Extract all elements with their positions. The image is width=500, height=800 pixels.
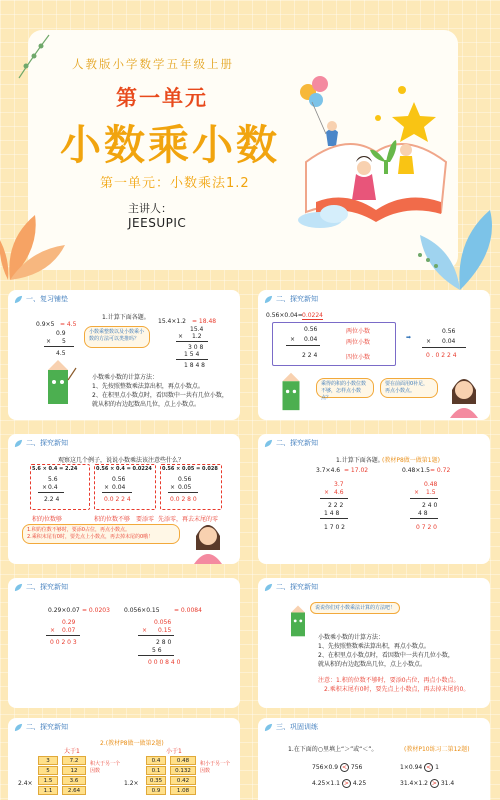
speech-bubble: 说说你们对小数乘法计算的方法吧！ — [310, 602, 400, 614]
section-title: 巩固训练 — [290, 723, 318, 731]
example-3: 0.56 × 0.05 = 0.028 — [162, 466, 218, 472]
speech-bubble: 要在前面用0补足，再点小数点。 — [380, 378, 438, 398]
textbook-ref: (教材P8做一做第1题) — [382, 457, 440, 464]
slide-header — [258, 578, 318, 596]
times-sign: × — [426, 338, 432, 345]
teacher-avatar — [444, 370, 484, 418]
table-cell: 0.35 — [146, 776, 166, 785]
operand: 0.04 — [442, 338, 456, 345]
compare-circle[interactable]: > — [343, 780, 349, 787]
column-1 — [38, 756, 58, 796]
expr-1: 3.7×4.6 — [316, 467, 341, 474]
column-3 — [146, 756, 166, 796]
compare-circle[interactable]: < — [426, 764, 432, 771]
mark-note: 积小于另一个因数 — [200, 761, 231, 774]
slide-explore-1 — [258, 290, 490, 420]
times-sign: × — [46, 338, 52, 345]
question: 观察这几个例子，说说小数乘法该注意些什么？ — [58, 457, 185, 464]
example-2: 0.56 × 0.4 = 0.0224 — [96, 466, 152, 472]
note-1: 1.积的位数不够时，要添0占位，再点小数点。 — [336, 677, 460, 684]
rule-1: 1、先按照整数乘法算出积，再点小数点。 — [318, 643, 430, 650]
leaf-icon — [264, 723, 273, 732]
slide-explore-2 — [8, 434, 240, 564]
operand: 0.56 — [112, 476, 126, 483]
operand: 0.56 — [304, 326, 318, 333]
operand: 0.4 — [48, 484, 58, 491]
operand: 0.15 — [158, 627, 172, 634]
result: 0 0 0 8 4 0 — [148, 659, 181, 666]
answer-1: = 0.0203 — [82, 607, 110, 614]
author-name: JEESUPIC — [128, 216, 187, 230]
slide-header — [8, 290, 68, 308]
table-cell: 0.4 — [146, 756, 166, 765]
label-note: 要添零 — [136, 516, 155, 523]
section-number: 二、 — [276, 439, 290, 447]
leaf-icon — [14, 583, 23, 592]
times-sign: × — [170, 484, 176, 491]
table-cell: 0.9 — [146, 786, 166, 795]
table-cell: 0.48 — [170, 756, 196, 765]
leaf-decoration-right — [400, 200, 500, 290]
note-label: 注意： — [318, 677, 337, 684]
operand: 0.07 — [62, 627, 76, 634]
slide-header — [8, 434, 68, 452]
table-cell: 1.5 — [38, 776, 58, 785]
table-cell: 0.42 — [170, 776, 196, 785]
rule-2: 2、在积里点小数点时，看因数中一共有几位小数， — [318, 652, 454, 659]
table-cell: 12 — [62, 766, 86, 775]
compare-item-4: 31.4×1.2 > 31.4 — [400, 780, 455, 787]
decimal-tag: 四位小数 — [346, 354, 371, 361]
note-2: 2.乘积末尾有0时，要先点上小数点，再去掉末尾的0。 — [324, 686, 470, 693]
pencil-mascot-icon — [38, 360, 78, 410]
table-cell: 1.08 — [170, 786, 196, 795]
answer-1: = 17.02 — [344, 467, 369, 474]
example-1: 5.6 × 0.4 = 2.24 — [32, 466, 78, 472]
leaf-icon — [264, 295, 273, 304]
factor-2: 1.2× — [124, 780, 139, 787]
operand: 4.6 — [334, 489, 344, 496]
result: 1 8 4 8 — [184, 362, 205, 369]
partial: 4 8 — [418, 510, 428, 517]
result: 0 7 2 0 — [416, 524, 437, 531]
leaf-icon — [264, 583, 273, 592]
leaf-decoration-left — [0, 205, 70, 280]
slide-review — [8, 290, 240, 420]
factor-1: 2.4× — [18, 780, 33, 787]
slide-explore-4 — [8, 578, 240, 708]
leaf-icon — [14, 723, 23, 732]
partial: 2 2 2 — [328, 502, 344, 509]
answer-1: = 4.5 — [60, 321, 77, 328]
section-number: 一、 — [26, 295, 40, 303]
operand: 0.05 — [178, 484, 192, 491]
pencil-mascot-icon — [274, 372, 308, 416]
times-sign: × — [290, 336, 296, 343]
label-note: 先添零，再去末尾的零 — [158, 516, 219, 523]
section-title: 探究新知 — [40, 723, 68, 731]
expr-1: 0.29×0.07 — [48, 607, 80, 614]
leaf-icon — [264, 439, 273, 448]
lecturer-label: 主讲人： — [128, 202, 172, 215]
operand: 5 — [62, 338, 66, 345]
publisher-text: 人教版小学数学五年级上册 — [72, 57, 234, 71]
arrow-icon: ➡ — [406, 334, 412, 341]
question: 1.在下面的○里填上“＞”或“＜”。 — [288, 746, 378, 753]
slide-header — [258, 290, 318, 308]
result: 0.0 2 8 0 — [170, 496, 197, 503]
times-sign: × — [50, 627, 56, 634]
greater-label: 大于1 — [64, 748, 80, 755]
slide-header — [8, 718, 68, 736]
times-sign: × — [178, 333, 184, 340]
section-title: 探究新知 — [290, 583, 318, 591]
result: 2 2 4 — [302, 352, 318, 359]
operand: 0.56 — [442, 328, 456, 335]
slide-header — [258, 434, 318, 452]
subtitle: 第一单元：小数乘法1.2 — [100, 176, 250, 191]
rule-3: 就从积的右边起数出几位，点上小数点。 — [318, 661, 427, 668]
rule-2: 2、在积里点小数点时，看因数中一共有几位小数， — [92, 392, 228, 399]
times-sign: × — [324, 489, 330, 496]
textbook-ref: 2.(教材P8做一做第2题) — [100, 740, 164, 747]
table-cell: 2.64 — [62, 786, 86, 795]
section-number: 二、 — [26, 723, 40, 731]
answer-2: = 0.72 — [430, 467, 451, 474]
compare-item-3: 4.25×1.1 > 4.25 — [312, 780, 367, 787]
slide-explore-6 — [8, 718, 240, 800]
slide-header — [258, 718, 318, 736]
note-box — [22, 524, 180, 544]
section-number: 二、 — [26, 439, 40, 447]
result: 4.5 — [56, 350, 66, 357]
operand: 0.48 — [424, 481, 438, 488]
partial: 1 5 4 — [184, 351, 200, 358]
table-cell: 0.1 — [146, 766, 166, 775]
slide-header — [8, 578, 68, 596]
table-cell: 5 — [38, 766, 58, 775]
result: 2.2 4 — [44, 496, 60, 503]
result: 0.0 2 2 4 — [104, 496, 131, 503]
note-1: 1.积的位数不够时，要添0占位，再点小数点。 — [27, 527, 130, 533]
section-title: 探究新知 — [290, 439, 318, 447]
operand: 15.4 — [190, 326, 204, 333]
operand: 0.056 — [154, 619, 172, 626]
speech-bubble: 乘得的积的小数位数不够，怎样点小数点？ — [316, 378, 374, 398]
column-2 — [62, 756, 86, 796]
note-2: 2.乘积末尾有0时，要先点上小数点，再去掉末尾的0哦！ — [27, 534, 154, 540]
table-cell: 3.6 — [62, 776, 86, 785]
label-note: 积的位数够 — [32, 516, 63, 523]
task-text: 1.计算下面各题。 — [102, 314, 150, 321]
mark-note: 积大于另一个因数 — [90, 761, 121, 774]
expr-2: 15.4×1.2 — [158, 318, 186, 325]
operand: 0.29 — [62, 619, 76, 626]
section-number: 三、 — [276, 723, 290, 731]
result: 0 . 0 2 2 4 — [426, 352, 457, 359]
decimal-tag: 两位小数 — [346, 328, 371, 335]
operand: 0.9 — [56, 330, 66, 337]
rules-title: 小数乘小数的计算方法： — [318, 634, 385, 641]
section-title: 探究新知 — [40, 583, 68, 591]
expr-2: 0.056×0.15 — [124, 607, 160, 614]
cover-card — [28, 30, 458, 270]
section-title: 探究新知 — [290, 295, 318, 303]
partial: 2 4 0 — [422, 502, 438, 509]
answer-2: = 0.0084 — [174, 607, 202, 614]
expr-2: 0.48×1.5 — [402, 467, 430, 474]
answer: 0.0224 — [302, 312, 323, 319]
unit-title: 第一单元 — [116, 86, 208, 110]
table-cell: 0.132 — [170, 766, 196, 775]
operand: 1.5 — [426, 489, 436, 496]
task-text: 1.计算下面各题。 — [336, 457, 384, 464]
less-label: 小于1 — [166, 748, 182, 755]
rules-title: 小数乘小数的计算方法： — [92, 374, 159, 381]
pencil-mascot-icon — [284, 604, 312, 642]
slide-explore-3 — [258, 434, 490, 564]
speech-bubble: 小数乘整数以及小数乘小数的方法可以类推吗？ — [84, 326, 150, 348]
partial: 2 8 0 — [156, 639, 172, 646]
operand: 3.7 — [334, 481, 344, 488]
table-cell: 1.1 — [38, 786, 58, 795]
operand: 1.2 — [192, 333, 202, 340]
compare-circle[interactable]: < — [341, 764, 347, 771]
section-number: 二、 — [26, 583, 40, 591]
partial: 3 0 8 — [188, 344, 204, 351]
times-sign: × — [142, 627, 148, 634]
operand: 0.04 — [112, 484, 126, 491]
star-icon — [392, 102, 436, 142]
rule-1: 1、先按照整数乘法算出积，再点小数点。 — [92, 383, 204, 390]
rule-3: 就从积的右边起数出几位，点上小数点。 — [92, 401, 201, 408]
partial: 5 6 — [152, 647, 162, 654]
label-note: 积的位数不够 — [94, 516, 131, 523]
operand: 0.04 — [304, 336, 318, 343]
section-number: 二、 — [276, 583, 290, 591]
column-4 — [170, 756, 196, 796]
times-sign: × — [414, 489, 420, 496]
section-number: 二、 — [276, 295, 290, 303]
operand: 5.6 — [48, 476, 58, 483]
result: 0 0 2 0 3 — [50, 639, 77, 646]
times-sign: × — [104, 484, 110, 491]
result: 1 7 0 2 — [324, 524, 345, 531]
operand: 0.56 — [178, 476, 192, 483]
slide-practice — [258, 718, 490, 800]
compare-circle[interactable]: > — [431, 780, 437, 787]
slide-explore-5 — [258, 578, 490, 708]
table-cell: 3 — [38, 756, 58, 765]
answer-2: = 18.48 — [192, 318, 217, 325]
compare-item-1: 756×0.9 < 756 — [312, 764, 363, 771]
partial: 1 4 8 — [324, 510, 340, 517]
sprig-decoration — [14, 30, 54, 80]
decimal-tag: 两位小数 — [346, 339, 371, 346]
teacher-avatar — [188, 516, 228, 564]
expr-1: 0.9×5 — [36, 321, 55, 328]
textbook-ref: (教材P10练习二第12题) — [404, 746, 470, 753]
section-title: 探究新知 — [40, 439, 68, 447]
compare-item-2: 1×0.94 < 1 — [400, 764, 439, 771]
leaf-icon — [14, 439, 23, 448]
section-title: 复习铺垫 — [40, 295, 68, 303]
times-sign: × — [42, 484, 48, 491]
leaf-icon — [14, 295, 23, 304]
page-title: 小数乘小数 — [60, 121, 280, 169]
expr: 0.56×0.04= — [266, 312, 303, 319]
table-cell: 7.2 — [62, 756, 86, 765]
